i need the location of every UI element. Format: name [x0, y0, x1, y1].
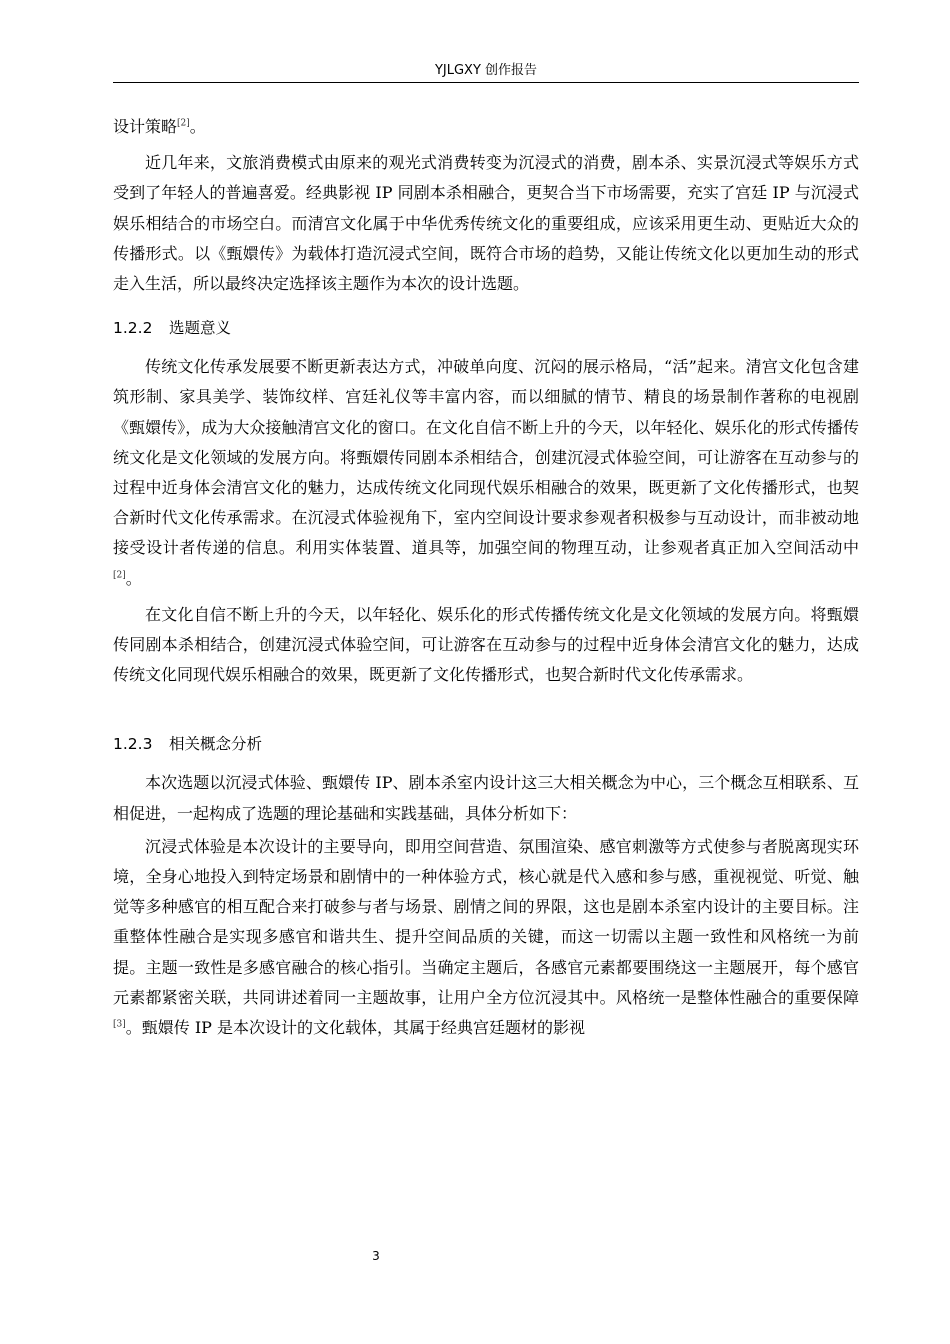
paragraph-tail: 。 [125, 568, 142, 588]
section-number: 1.2.2 [113, 319, 153, 338]
paragraph-cultural-confidence: 在文化自信不断上升的今天，以年轻化、娱乐化的形式传播传统文化是文化领域的发展方向。将甄嬛传同剧本杀相结合，创建沉浸式体验空间，可让游客在互动参与的过程中近身体会清宫文化的魅力，达成传统文化同现代娱乐相融合的效果，既更新了文化传播形式，也契合新时代文化传承需求。 [113, 604, 859, 685]
section-heading-1-2-3 [113, 732, 859, 756]
citation-ref: [2] [113, 570, 126, 581]
paragraph-text: 设计策略 [113, 117, 178, 136]
paragraph-tail: 。 [189, 117, 206, 136]
page-header: YJLGXY 创作报告 [434, 63, 538, 78]
paragraph-background: 近几年来，文旅消费模式由原来的观光式消费转变为沉浸式的消费，剧本杀、实景沉浸式等娱乐方式受到了年轻人的普遍喜爱。经典影视 IP 同剧本杀相融合，更契合当下市场需要，充实了宫廷 IP 与沉浸式娱乐相结合的市场空白。而清宫文化属于中华优秀传统文化的重要组成，应该采用更生动、更贴近大众的传播形式。以《甄嬛传》为载体打造沉浸式空间，既符合市场的趋势，又能让传统文化以更加生动的形式走入生活，所以最终决定选择该主题作为本次的设计选题。 [113, 153, 859, 294]
section-number: 1.2.3 [113, 735, 153, 754]
paragraph-text: 传统文化传承发展要不断更新表达方式，冲破单向度、沉闷的展示格局，“活”起来。清宫文化包含建筑形制、家具美学、装饰纹样、宫廷礼仪等丰富内容，而以细腻的情节、精良的场景制作著称的电视剧《甄嬛传》，成为大众接触清宫文化的窗口。在文化自信不断上升的今天，以年轻化、娱乐化的形式传播传统文化是文化领域的发展方向。将甄嬛传同剧本杀相结合，创建沉浸式体验空间，可让游客在互动参与的过程中近身体会清宫文化的魅力，达成传统文化同现代娱乐相融合的效果，既更新了文化传播形式，也契合新时代文化传承需求。在沉浸式体验视角下，室内空间设计要求参观者积极参与互动设计，而非被动地接受设计者传递的信息。利用实体装置、道具等，加强空间的物理互动，让参观者真正加入空间活动中 [113, 357, 859, 558]
paragraph-tail: 。甄嬛传 IP 是本次设计的文化载体，其属于经典宫廷题材的影视 [125, 1018, 586, 1038]
section-heading-1-2-2 [113, 316, 859, 340]
document-body [113, 112, 859, 1043]
paragraph-concepts-intro: 本次选题以沉浸式体验、甄嬛传 IP、剧本杀室内设计这三大相关概念为中心，三个概念互相联系、互相促进，一起构成了选题的理论基础和实践基础，具体分析如下： [113, 773, 859, 823]
paragraph-continuation [113, 112, 859, 142]
section-title: 选题意义 [169, 319, 232, 338]
paragraph-significance [113, 352, 859, 594]
paragraph-immersive-experience [113, 832, 859, 1043]
citation-ref: [3] [113, 1019, 126, 1030]
paragraph-text: 沉浸式体验是本次设计的主要导向，即用空间营造、氛围渲染、感官刺激等方式使参与者脱离现实环境，全身心地投入到特定场景和剧情中的一种体验方式，核心就是代入感和参与感，重视视觉、听觉、触觉等多种感官的相互配合来打破参与者与场景、剧情之间的界限，这也是剧本杀室内设计的主要目标。注重整体性融合是实现多感官和谐共生、提升空间品质的关键，而这一切需以主题一致性和风格统一为前提。主题一致性是多感官融合的核心指引。当确定主题后，各感官元素都要围绕这一主题展开，每个感官元素都紧密关联，共同讲述着同一主题故事，让用户全方位沉浸其中。风格统一是整体性融合的重要保障 [113, 836, 859, 1007]
section-title: 相关概念分析 [169, 735, 263, 754]
page-number: 3 [372, 1249, 380, 1263]
header-divider [113, 82, 859, 83]
citation-ref: [2] [177, 118, 190, 129]
